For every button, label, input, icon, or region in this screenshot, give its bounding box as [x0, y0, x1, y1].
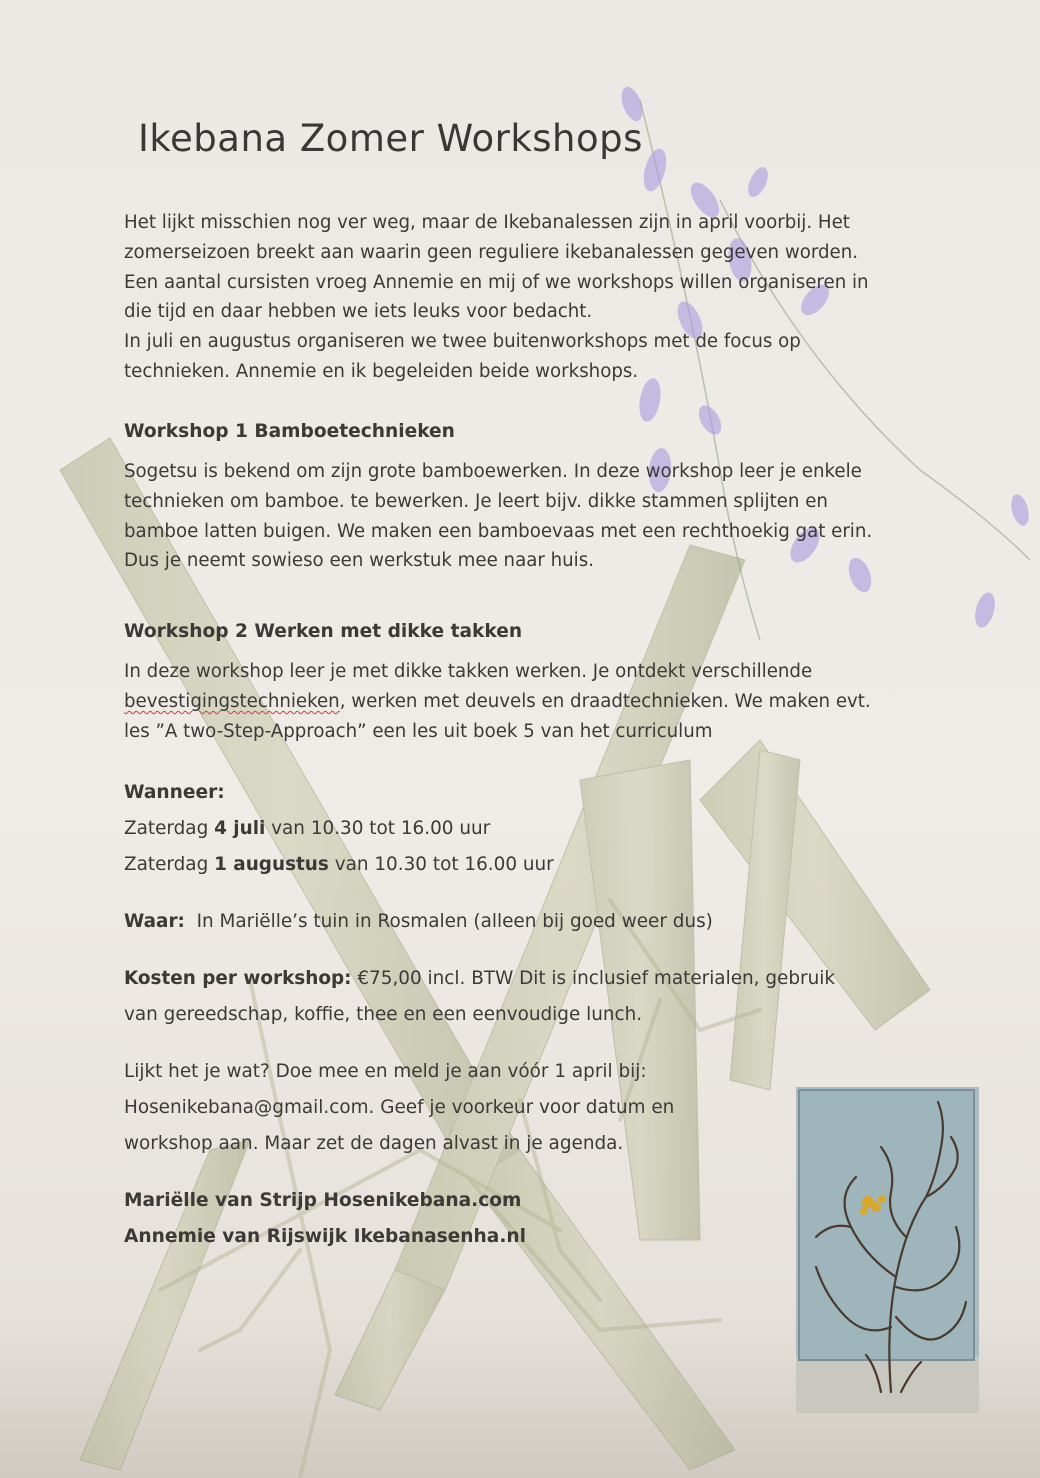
- date-row: [124, 854, 554, 875]
- signature-line: Annemie van Rijswijk Ikebanasenha.nl: [124, 1226, 526, 1247]
- date-row: [124, 818, 490, 839]
- workshop1-line: technieken om bamboe. te bewerken. Je leert bijv. dikke stammen splijten en: [124, 491, 828, 512]
- workshop1-line: Sogetsu is bekend om zijn grote bamboewerken. In deze workshop leer je enkele: [124, 461, 862, 482]
- intro-line: zomerseizoen breekt aan waarin geen reguliere ikebanalessen gegeven worden.: [124, 242, 859, 263]
- costs-row: [124, 968, 835, 989]
- date-time: van 10.30 tot 16.00 uur: [265, 818, 491, 839]
- branch-arrangement-image: [796, 1087, 979, 1413]
- date-prefix: Zaterdag: [124, 854, 215, 875]
- signup-line: workshop aan. Maar zet de dagen alvast in je agenda.: [124, 1133, 624, 1154]
- workshop1-line: Dus je neemt sowieso een werkstuk mee naar huis.: [124, 550, 594, 571]
- date-value: 1 augustus: [214, 854, 329, 875]
- signature-line: Mariëlle van Strijp Hosenikebana.com: [124, 1190, 522, 1211]
- date-value: 4 juli: [214, 818, 266, 839]
- costs-text: €75,00 incl. BTW Dit is inclusief materialen, gebruik: [351, 968, 835, 989]
- date-time: van 10.30 tot 16.00 uur: [328, 854, 554, 875]
- misspelled-word: bevestigingstechnieken: [124, 691, 340, 712]
- workshop2-line: les ”A two-Step-Approach” een les uit boek 5 van het curriculum: [124, 721, 713, 742]
- where-label: Waar:: [124, 911, 185, 932]
- workshop2-line-rest: , werken met deuvels en draadtechnieken. We maken evt.: [339, 691, 871, 712]
- page-title: Ikebana Zomer Workshops: [138, 117, 643, 160]
- workshop2-line: In deze workshop leer je met dikke takken werken. Je ontdekt verschillende: [124, 661, 813, 682]
- date-prefix: Zaterdag: [124, 818, 215, 839]
- intro-line: Een aantal cursisten vroeg Annemie en mij of we workshops willen organiseren in: [124, 272, 869, 293]
- signup-line: Lijkt het je wat? Doe mee en meld je aan vóór 1 april bij:: [124, 1061, 647, 1082]
- when-heading: Wanneer:: [124, 782, 225, 803]
- where-row: [124, 911, 713, 932]
- workshop1-heading: Workshop 1 Bamboetechnieken: [124, 421, 455, 442]
- intro-line: technieken. Annemie en ik begeleiden beide workshops.: [124, 361, 639, 382]
- workshop2-heading: Workshop 2 Werken met dikke takken: [124, 621, 523, 642]
- intro-line: Het lijkt misschien nog ver weg, maar de Ikebanalessen zijn in april voorbij. Het: [124, 212, 850, 233]
- signup-line: Hosenikebana@gmail.com. Geef je voorkeur voor datum en: [124, 1097, 675, 1118]
- arrangement-photo: [796, 1087, 979, 1413]
- workshop2-line: [124, 687, 871, 717]
- costs-label: Kosten per workshop:: [124, 968, 352, 989]
- intro-line: In juli en augustus organiseren we twee buitenworkshops met de focus op: [124, 331, 801, 352]
- costs-row: van gereedschap, koffie, thee en een eenvoudige lunch.: [124, 1004, 643, 1025]
- where-text: In Mariëlle’s tuin in Rosmalen (alleen bij goed weer dus): [184, 911, 713, 932]
- intro-line: die tijd en daar hebben we iets leuks voor bedacht.: [124, 301, 593, 322]
- workshop1-line: bamboe latten buigen. We maken een bamboevaas met een rechthoekig gat erin.: [124, 521, 873, 542]
